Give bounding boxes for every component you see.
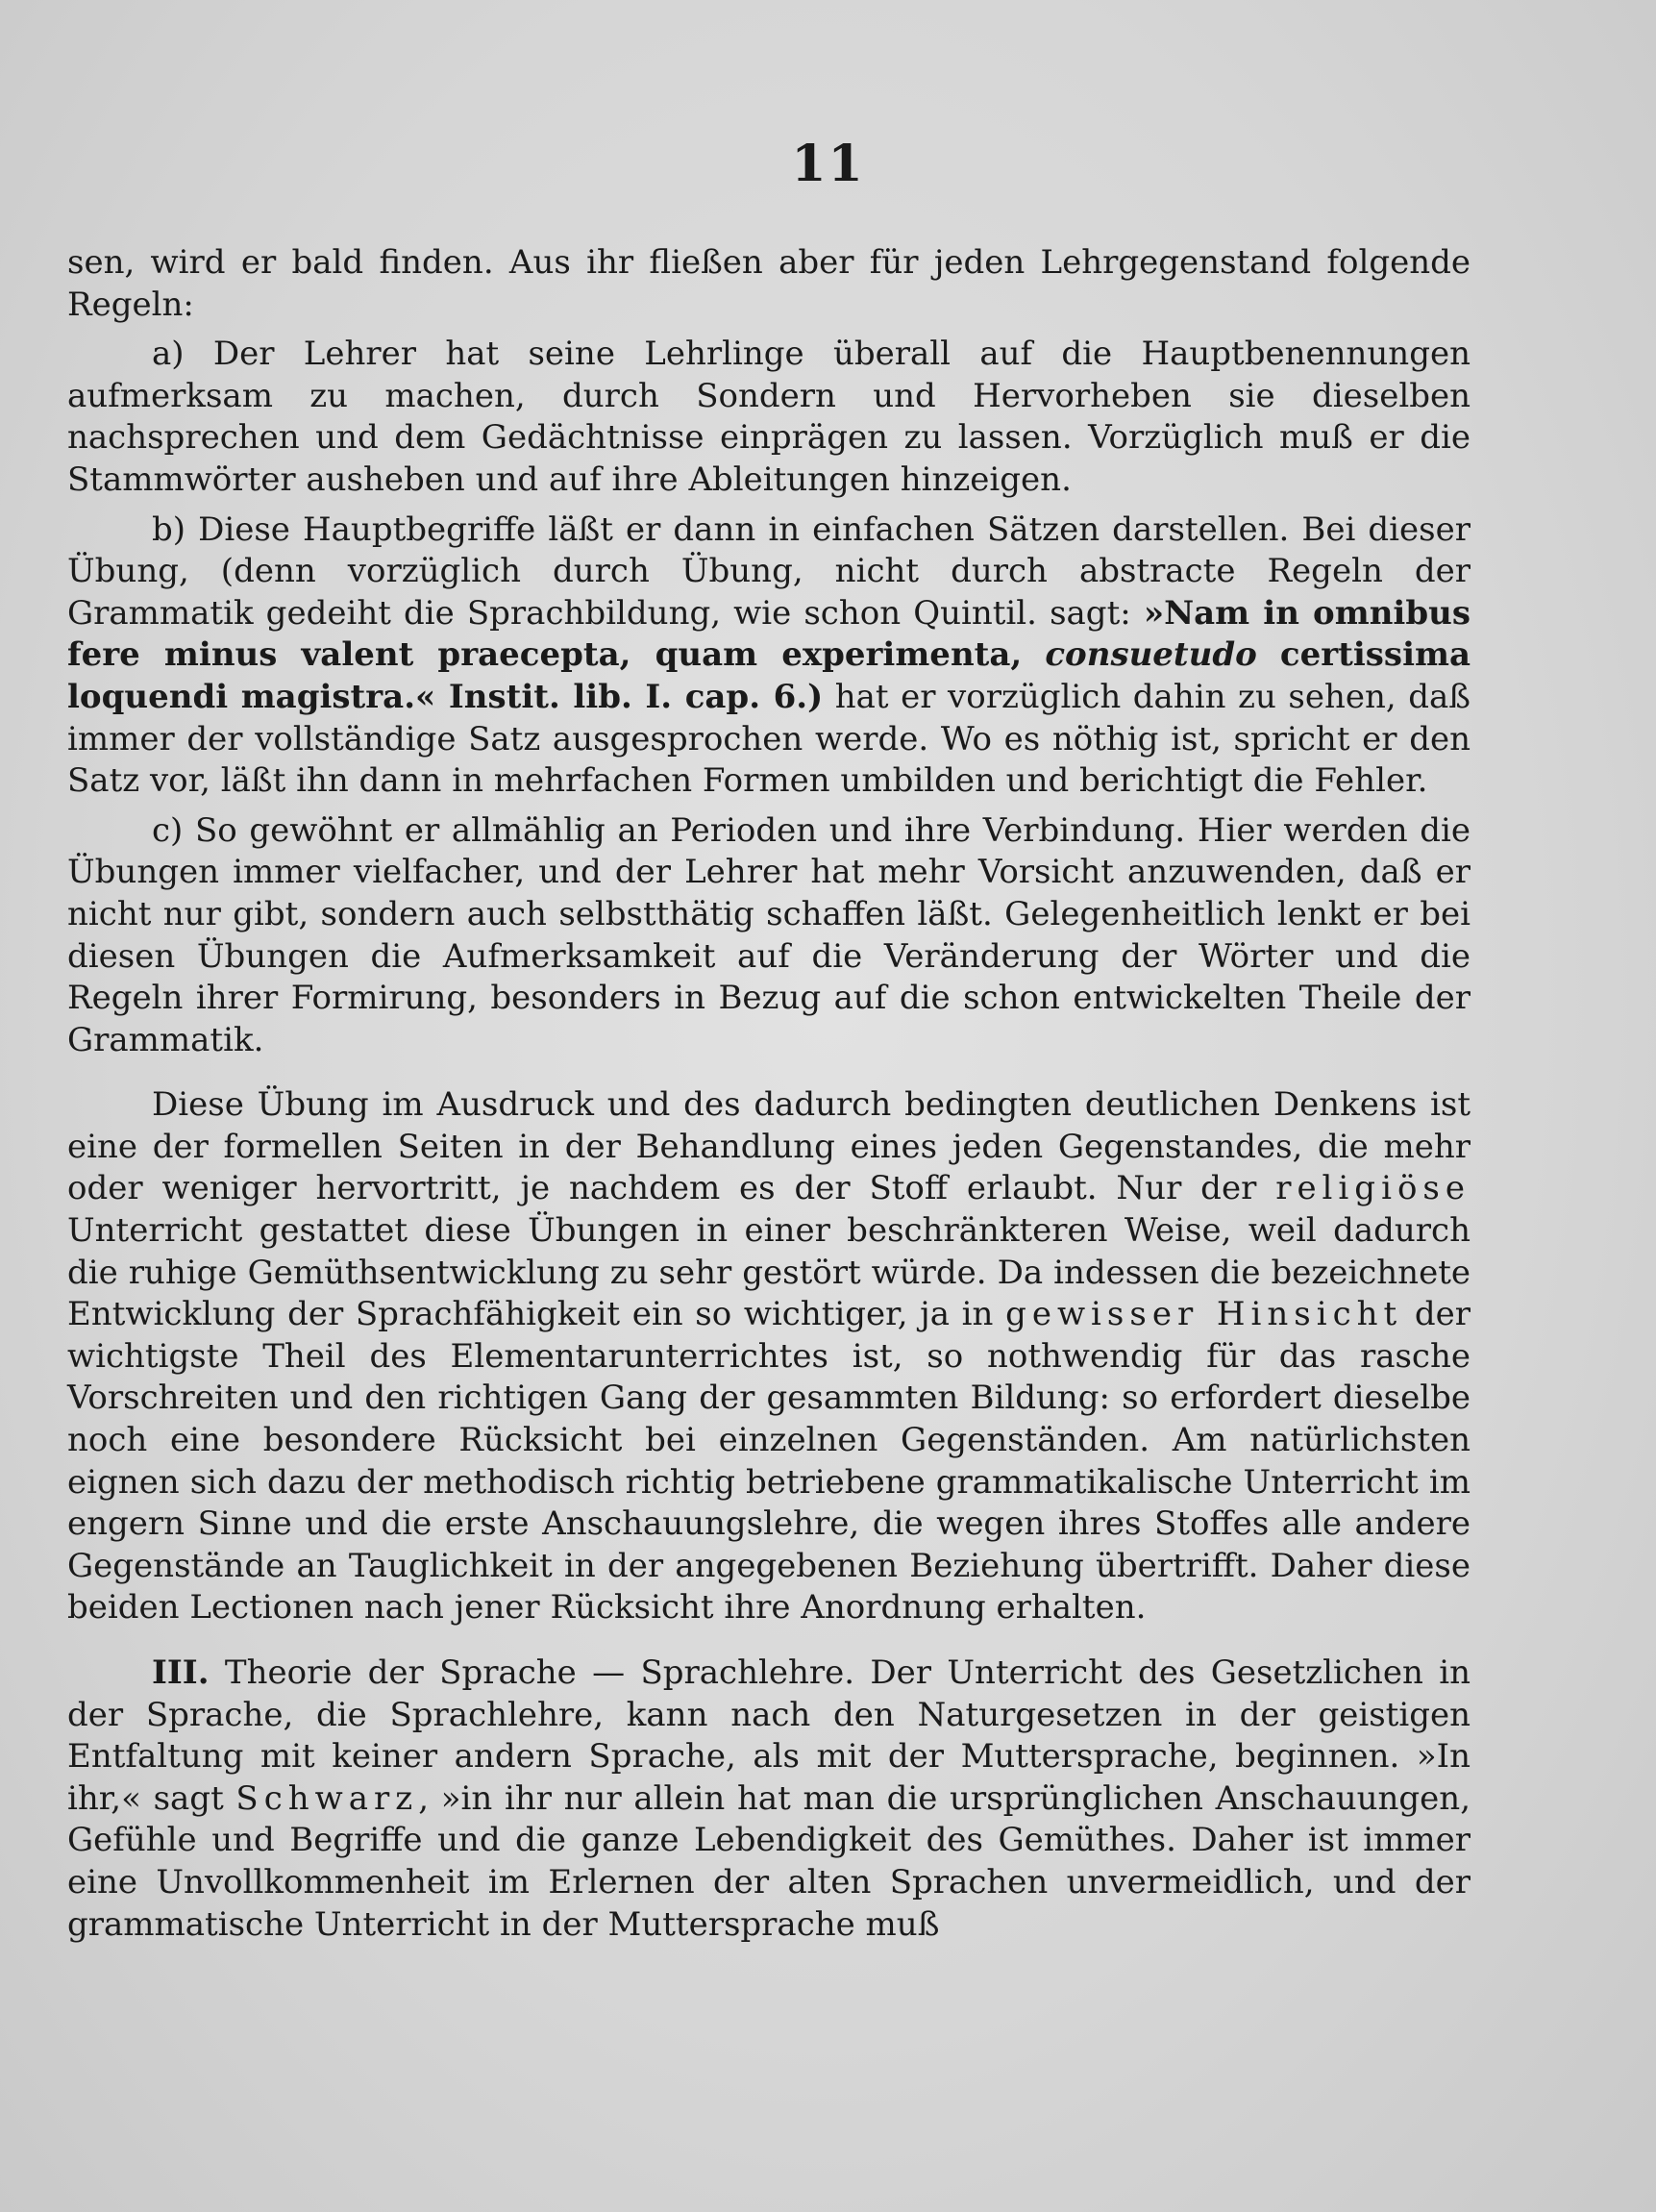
section-three-paragraph xyxy=(67,1653,1471,1946)
paragraph-exercise-text-1: Diese Übung im Ausdruck und des dadurch bedingten deutlichen Denkens ist eine der formellen Seiten in der Behandlung eines jeden Gegenstandes, die mehr oder weniger hervortritt, je nachdem es der Stoff erlaubt. Nur der xyxy=(67,1085,1471,1208)
paragraph-exercise xyxy=(67,1084,1471,1629)
rule-b-text-2: hat er vorzüglich dahin zu sehen, daß immer der vollständige Satz ausgesprochen werde. Wo es nöthig ist, spricht er den Satz vor, läßt ihn dann in mehrfachen Formen umbilden und berichtigt die Fehler. xyxy=(67,677,1471,801)
body-text xyxy=(67,242,1471,1946)
intro-paragraph: sen, wird er bald finden. Aus ihr fließen aber für jeden Lehrgegenstand folgende Regeln: xyxy=(67,243,1471,324)
latin-quote-italic: consuetudo xyxy=(1045,635,1257,675)
rule-b-paragraph xyxy=(67,510,1471,803)
section-three-text-1: Theorie der Sprache — Sprachlehre. Der Unterricht des Gesetzlichen in der Sprache, die Sprachlehre, kann nach den Naturgesetzen in der geistigen Entfaltung mit keiner andern Sprache, als mit der Muttersprache, beginnen. »In ihr,« sagt xyxy=(67,1653,1471,1818)
latin-quote-1: »Nam in omnibus fere minus valent praecepta, quam experimenta, xyxy=(67,593,1471,675)
page-number: 11 xyxy=(791,135,865,193)
emphasis-schwarz: Schwarz xyxy=(235,1778,419,1818)
rule-b-text-1: b) Diese Hauptbegriffe läßt er dann in einfachen Sätzen darstellen. Bei dieser Übung, (denn vorzüglich durch Übung, nicht durch abstracte Regeln der Grammatik gedeiht die Sprachbildung, wie schon Quintil. sagt: xyxy=(67,510,1471,633)
emphasis-religioese: religiöse xyxy=(1275,1169,1471,1208)
rule-a-paragraph: a) Der Lehrer hat seine Lehrlinge überall auf die Hauptbenennungen aufmerksam zu machen, durch Sondern und Hervorheben sie dieselben nachsprechen und dem Gedächtnisse einprägen zu lassen. Vorzüglich muß er die Stammwörter ausheben und auf ihre Ableitungen hinzeigen. xyxy=(67,335,1471,499)
emphasis-gewisser-hinsicht: gewisser Hinsicht xyxy=(1005,1295,1403,1334)
section-three-text-2: , »in ihr nur allein hat man die ursprünglichen Anschauungen, Gefühle und Begriffe und die ganze Lebendigkeit des Gemüthes. Daher ist immer eine Unvollkommenheit im Erlernen der alten Sprachen unvermeidlich, und der grammatische Unterricht in der Muttersprache muß xyxy=(67,1778,1471,1944)
rule-c-paragraph: c) So gewöhnt er allmählig an Perioden und ihre Verbindung. Hier werden die Übungen immer vielfacher, und der Lehrer hat mehr Vorsicht anzuwenden, daß er nicht nur gibt, sondern auch selbstthätig schaffen läßt. Gelegenheitlich lenkt er bei diesen Übungen die Aufmerksamkeit auf die Veränderung der Wörter und die Regeln ihrer Formirung, besonders in Bezug auf die schon entwickelten Theile der Grammatik. xyxy=(67,810,1471,1059)
section-number: III. xyxy=(152,1653,210,1692)
paragraph-exercise-text-2: Unterricht gestattet diese Übungen in einer beschränkteren Weise, weil dadurch die ruhige Gemüthsentwicklung zu sehr gestört würde. Da indessen die bezeichnete Entwicklung der Sprachfähigkeit ein so wichtiger, ja in xyxy=(67,1211,1471,1334)
latin-quote-2: certissima loquendi magistra.« Instit. lib. I. cap. 6.) xyxy=(67,635,1471,716)
paragraph-exercise-text-3: der wichtigste Theil des Elementarunterrichtes ist, so nothwendig für das rasche Vorschreiten und den richtigen Gang der gesammten Bildung: so erfordert dieselbe noch eine besondere Rücksicht bei einzelnen Gegenständen. Am natürlichsten eignen sich dazu der methodisch richtig betriebene grammatikalische Unterricht im engern Sinne und die erste Anschauungslehre, die wegen ihres Stoffes alle andere Gegenstände an Tauglichkeit in der angegebenen Beziehung übertrifft. Daher diese beiden Lectionen nach jener Rücksicht ihre Anordnung erhalten. xyxy=(67,1295,1471,1628)
